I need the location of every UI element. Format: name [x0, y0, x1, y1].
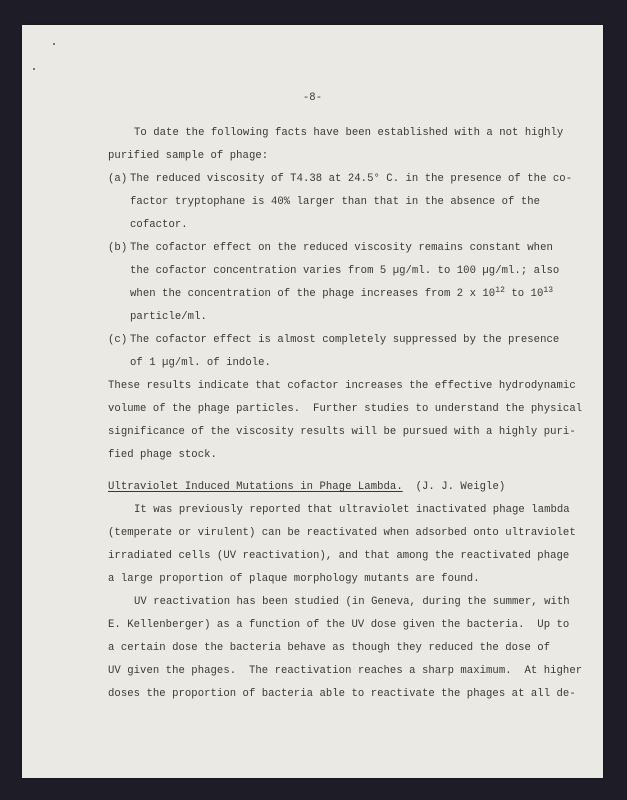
conclusion-line: volume of the phage particles. Further studies to understand the physical: [108, 403, 583, 415]
speck: [53, 43, 55, 45]
exponent: 12: [495, 286, 505, 295]
paragraph-line: UV given the phages. The reactivation reaches a sharp maximum. At higher: [108, 665, 583, 677]
item-line: The reduced viscosity of T4.38 at 24.5° C. in the presence of the co-: [130, 173, 573, 185]
item-line: the cofactor concentration varies from 5 µg/ml. to 100 µg/ml.; also: [130, 265, 560, 277]
exponent: 13: [543, 286, 554, 295]
intro-line: To date the following facts have been established with a not highly: [134, 127, 564, 139]
item-line: The cofactor effect is almost completely suppressed by the presence: [130, 334, 560, 346]
item-line: factor tryptophane is 40% larger than that in the absence of the: [130, 196, 541, 208]
paragraph-line: (temperate or virulent) can be reactivated when adsorbed onto ultraviolet: [108, 527, 576, 539]
section-author: (J. J. Weigle): [415, 481, 506, 493]
item-line: The cofactor effect on the reduced viscosity remains constant when: [130, 242, 553, 254]
paragraph-line: a certain dose the bacteria behave as though they reduced the dose of: [108, 642, 551, 654]
item-line: particle/ml.: [130, 311, 207, 323]
item-line: cofactor.: [130, 219, 188, 231]
paragraph-line: a large proportion of plaque morphology mutants are found.: [108, 573, 480, 585]
item-label: (b): [108, 242, 128, 254]
item-line: when the concentration of the phage increases from 2 x 10: [130, 288, 496, 300]
conclusion-line: fied phage stock.: [108, 449, 217, 461]
conclusion-line: significance of the viscosity results will be pursued with a highly puri-: [108, 426, 576, 438]
item-label: (c): [108, 334, 128, 346]
speck: [33, 68, 35, 70]
conclusion-line: These results indicate that cofactor increases the effective hydrodynamic: [108, 380, 576, 392]
section-heading: [108, 480, 505, 494]
page-number: -8-: [302, 92, 323, 104]
paragraph-line: UV reactivation has been studied (in Geneva, during the summer, with: [134, 596, 570, 608]
item-line-with-exponents: [130, 287, 553, 301]
intro-line: purified sample of phage:: [108, 150, 269, 162]
paragraph-line: doses the proportion of bacteria able to reactivate the phages at all de-: [108, 688, 576, 700]
paragraph-line: E. Kellenberger) as a function of the UV dose given the bacteria. Up to: [108, 619, 570, 631]
paragraph-line: irradiated cells (UV reactivation), and that among the reactivated phage: [108, 550, 570, 562]
paragraph-line: It was previously reported that ultraviolet inactivated phage lambda: [134, 504, 570, 516]
section-title: Ultraviolet Induced Mutations in Phage Lambda.: [108, 481, 403, 493]
item-label: (a): [108, 173, 128, 185]
item-line: of 1 µg/ml. of indole.: [130, 357, 271, 369]
item-line: to 10: [504, 288, 544, 300]
document-page: [22, 25, 603, 778]
